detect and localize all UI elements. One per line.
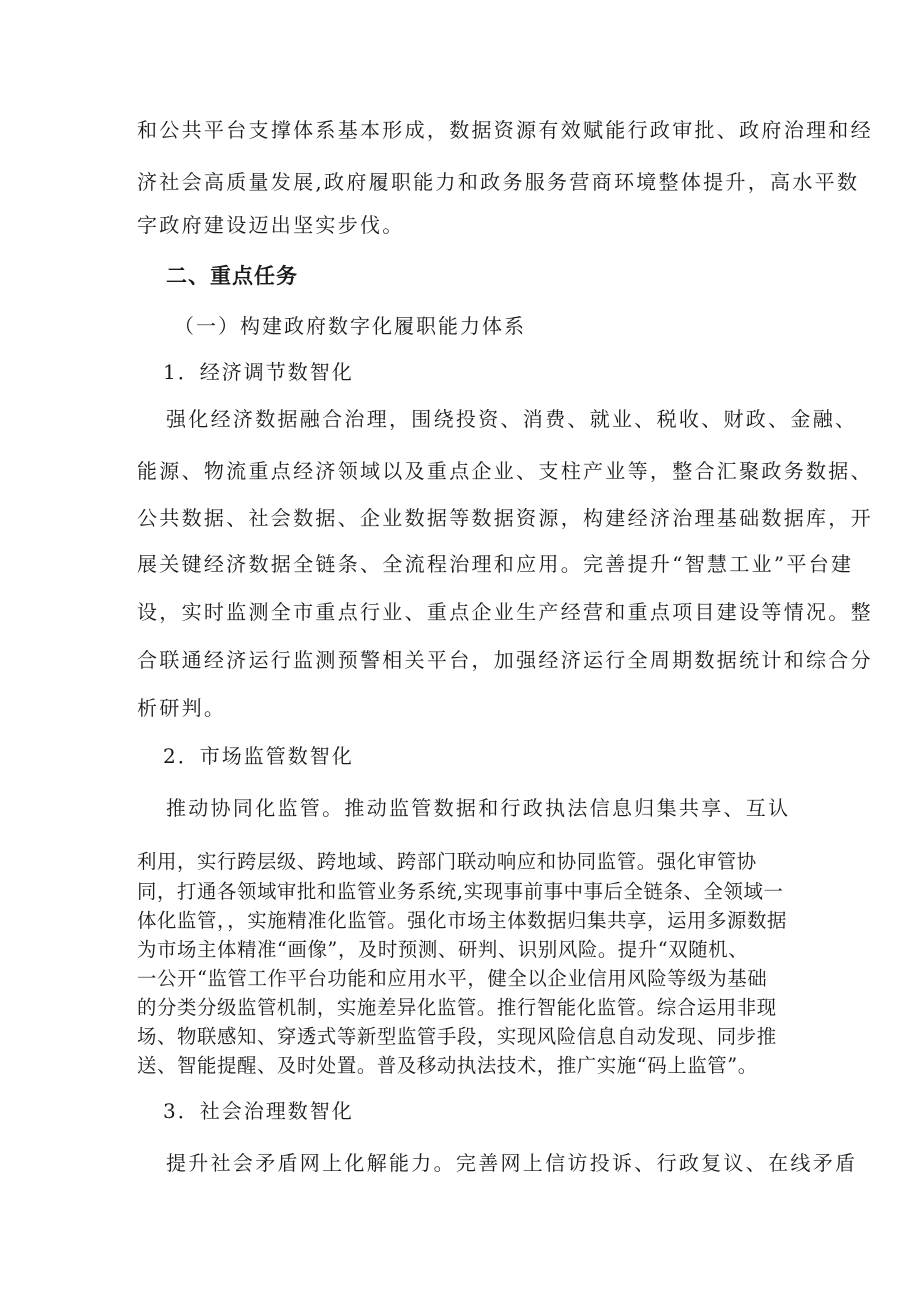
item-1-line-4: 展关键经济数据全链条、全流程治理和应用。完善提升“智慧工业”平台建 bbox=[137, 552, 854, 576]
intro-line-1: 和公共平台支撑体系基本形成，数据资源有效赋能行政审批、政府治理和经 bbox=[137, 118, 873, 142]
item-1-line-1: 强化经济数据融合治理，围绕投资、消费、就业、税收、财政、金融、 bbox=[166, 407, 858, 431]
item-1-line-7: 析研判。 bbox=[137, 696, 227, 720]
item-2-line-3: 体化监管，，实施精准化监管。强化市场主体数据归集共享，运用多源数据 bbox=[137, 909, 787, 932]
item-1-line-2: 能源、物流重点经济领域以及重点企业、支柱产业等，整合汇聚政务数据、 bbox=[137, 459, 873, 483]
subsection-heading: （一）构建政府数字化履职能力体系 bbox=[174, 314, 526, 338]
item-1-heading: 1．经济调节数智化 bbox=[163, 360, 354, 384]
item-2-first-line: 推动协同化监管。推动监管数据和行政执法信息归集共享、互认 bbox=[166, 796, 791, 820]
item-2-line-4: 为市场主体精准“画像”，及时预测、研判、识别风险。提升“双随机、 bbox=[137, 938, 749, 961]
item-2-heading: 2．市场监管数智化 bbox=[163, 744, 354, 768]
item-2-line-2: 同，打通各领域审批和监管业务系统,实现事前事中事后全链条、全领域一 bbox=[137, 880, 784, 903]
item-1-line-6: 合联通经济运行监测预警相关平台，加强经济运行全周期数据统计和综合分 bbox=[137, 648, 873, 672]
item-2-line-7: 场、物联感知、穿透式等新型监管手段，实现风险信息自动发现、同步推 bbox=[137, 1025, 777, 1048]
intro-line-2: 济社会高质量发展,政府履职能力和政务服务营商环境整体提升，高水平数 bbox=[137, 170, 860, 194]
item-1-line-5: 设，实时监测全市重点行业、重点企业生产经营和重点项目建设等情况。整 bbox=[137, 600, 873, 624]
item-2-line-8: 送、智能提醒、及时处置。普及移动执法技术，推广实施“码上监管”。 bbox=[137, 1054, 758, 1077]
item-3-heading: 3．社会治理数智化 bbox=[163, 1099, 354, 1123]
intro-line-3: 字政府建设迈出坚实步伐。 bbox=[137, 213, 405, 237]
item-2-line-1: 利用，实行跨层级、跨地域、跨部门联动响应和协同监管。强化审管协 bbox=[137, 850, 757, 873]
section-heading: 二、重点任务 bbox=[166, 264, 298, 288]
item-2-line-6: 的分类分级监管机制，实施差异化监管。推行智能化监管。综合运用非现 bbox=[137, 996, 777, 1019]
item-3-line-1: 提升社会矛盾网上化解能力。完善网上信访投诉、行政复议、在线矛盾 bbox=[166, 1151, 858, 1175]
item-1-line-3: 公共数据、社会数据、企业数据等数据资源，构建经济治理基础数据库，开 bbox=[137, 506, 873, 530]
item-2-line-5: 一公开“监管工作平台功能和应用水平，健全以企业信用风险等级为基础 bbox=[137, 967, 768, 990]
